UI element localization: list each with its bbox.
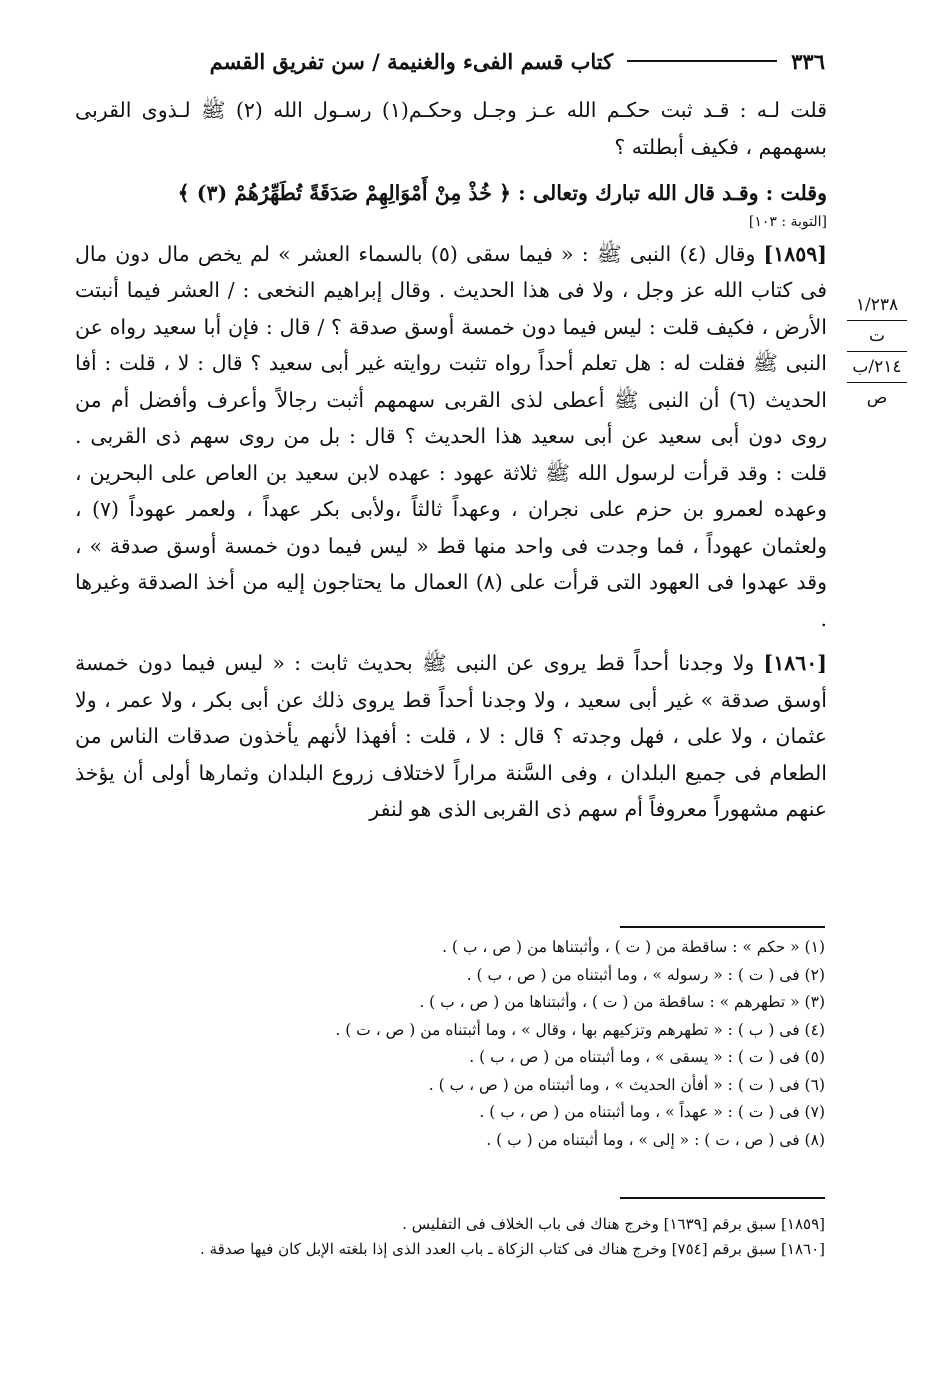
paragraph-1860-text: ولا وجدنا أحداً قط يروى عن النبى ﷺ بحديث ثابت : « ليس فيما دون خمسة أوسق صدقة » غير أبى سعيد ، ولا وجدنا أحداً قط يروى ذلك عن أبى بكر ، ولا عمر ، ولا عثمان ، ولا على ، فهل وجدته ؟ قال : لا ، قلت : أفهذا لأنهم يأخذون صدقات الناس من الطعام فى جميع البلدان ، وفى السَّنة مراراً لاختلاف زروع البلدان وثمارها أولى أن يؤخذ عنهم مشهوراً معروفاً أم سهم ذى القربى الذى هو لنفر xyxy=(75,651,827,821)
header-rule xyxy=(627,60,777,62)
footnote-item: (٧) فى ( ت ) : « عهداً » ، وما أثبتناه من ( ص ، ب ) . xyxy=(479,1103,825,1121)
source-note: [١٨٦٠] سبق برقم [٧٥٤] وخرج هناك فى كتاب الزكاة ـ باب العدد الذى إذا بلغته الإبل كان فيها صدقة . xyxy=(200,1240,825,1258)
margin-rule xyxy=(847,382,907,383)
footnote-item: (٦) فى ( ت ) : « أفأن الحديث » ، وما أثبتناه من ( ص ، ب ) . xyxy=(428,1075,825,1094)
paragraph-1859 xyxy=(75,236,827,638)
hadith-number: [١٨٥٩] xyxy=(763,241,827,266)
paragraph-1860 xyxy=(75,645,827,828)
footnote-item: (٤) فى ( ب ) : « تطهرهم وتزكيهم بها ، وقال » ، وما أثبتناه من ( ص ، ت ) . xyxy=(335,1020,825,1039)
margin-rule xyxy=(847,320,907,321)
margin-manuscript-refs xyxy=(842,293,912,410)
footnotes xyxy=(110,934,825,1154)
paragraph-2: وقلت : وقـد قال الله تبارك وتعالى : ﴿ خُذْ مِنْ أَمْوَالِهِمْ صَدَقَةً تُطَهِّرُهُمْ (٣) ﴾ xyxy=(177,181,827,205)
sources-rule xyxy=(620,1197,825,1199)
footnote-item: (٢) فى ( ت ) : « رسوله » ، وما أثبتناه من ( ص ، ب ) . xyxy=(466,965,825,984)
main-text xyxy=(75,92,827,828)
margin-ref: ١/٢٣٨ xyxy=(855,295,899,315)
paragraph-1: قلت لـه : قـد ثبت حكـم الله عـز وجـل وحكـم(١) رسـول الله (٢) ﷺ لـذوى القربى بسهمهم ، فكيف أبطلته ؟ xyxy=(75,98,827,159)
hadith-number: [١٨٦٠] xyxy=(763,651,827,675)
footnote-item: (١) « حكم » : ساقطة من ( ت ) ، وأثبتناها من ( ص ، ب ) . xyxy=(442,938,825,956)
running-title: كتاب قسم الفىء والغنيمة / سن تفريق القسم xyxy=(209,48,614,74)
margin-ref: ت xyxy=(868,326,885,346)
margin-ref: ص xyxy=(866,388,888,408)
footnote-item: (٥) فى ( ت ) : « يسقى » ، وما أثبتناه من ( ص ، ب ) . xyxy=(469,1048,825,1066)
paragraph-1859-text: وقال (٤) النبى ﷺ : « فيما سقى (٥) بالسماء العشر » لم يخص مال دون مال فى كتاب الله عز وجل ، ولا فى هذا الحديث . وقال إبراهيم النخعى : / العشر فيما أنبتت الأرض ، فكيف قلت : ليس فيما دون خمسة أوسق صدقة ؟ / قال : فإن أبا سعيد رواه عن النبى ﷺ فقلت له : هل تعلم أحداً رواه تثبت روايته غير أبى سعيد ؟ قال : لا ، قلت : أفا الحديث (٦) أن النبى ﷺ أعطى لذى القربى سهمهم أثبت رجالاً وأعرف وأفضل أم من روى دون أبى سعيد عن أبى سعيد هذا الحديث ؟ قال : بل من روى سهم ذى القربى . قلت : وقد قرأت لرسول الله ﷺ ثلاثة عهود : عهده لابن سعيد بن العاص على البحرين ، وعهده لعمرو بن حزم على نجران ، وعهداً ثالثاً ،ولأبى بكر عهداً ، ولعمر عهوداً (٧) ، ولعثمان عهوداً ، فما وجدت فى واحد منها قط « ليس فيما دون خمسة أوسق صدقة » ، وقد عهدوا فى العهود التى قرأت على (٨) العمال ما يحتاجون إليه من أخذ الصدقة وغيرها . xyxy=(75,241,827,631)
margin-rule xyxy=(847,351,907,352)
footnote-rule xyxy=(620,926,825,928)
page-header xyxy=(80,44,825,78)
page-number: ٣٣٦ xyxy=(791,48,825,74)
footnote-item: (٨) فى ( ص ، ت ) : « إلى » ، وما أثبتناه من ( ب ) . xyxy=(486,1130,825,1149)
source-notes xyxy=(80,1212,825,1262)
quran-reference: [التوبة : ١٠٣] xyxy=(748,213,827,230)
source-note: [١٨٥٩] سبق برقم [١٦٣٩] وخرج هناك فى باب الخلاف فى التفليس . xyxy=(402,1215,825,1233)
margin-ref: ٢١٤/ب xyxy=(852,357,902,377)
footnote-item: (٣) « تطهرهم » : ساقطة من ( ت ) ، وأثبتناها من ( ص ، ب ) . xyxy=(419,993,825,1011)
